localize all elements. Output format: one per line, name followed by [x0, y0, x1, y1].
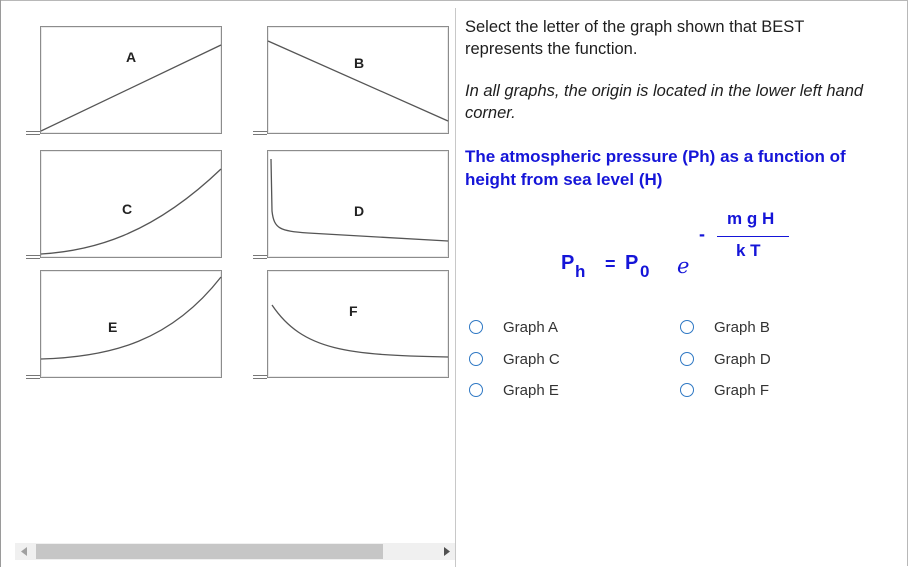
option-graph-e[interactable] [469, 379, 559, 401]
graph-a [40, 26, 222, 134]
option-graph-f[interactable] [680, 379, 769, 401]
question-panel [465, 0, 905, 567]
graph-e-axis-label [26, 375, 40, 383]
caret-left-icon[interactable] [15, 543, 32, 560]
formula-equals: = [605, 254, 616, 274]
graph-b-plot [268, 27, 448, 133]
graph-f [267, 270, 449, 378]
option-graph-d[interactable] [680, 348, 771, 370]
option-graph-a[interactable] [469, 316, 558, 338]
pane-divider [455, 8, 456, 567]
formula-numerator: m g H [727, 209, 775, 228]
graph-d-axis-label [253, 255, 267, 263]
graph-a-plot [41, 27, 221, 133]
graph-e-letter: E [108, 319, 118, 335]
graph-c-letter: C [122, 201, 133, 217]
radio-graph-e[interactable] [469, 383, 483, 397]
option-label: Graph F [714, 381, 770, 399]
scrollbar-thumb[interactable] [36, 544, 383, 559]
graph-d [267, 150, 449, 258]
question-note: In all graphs, the origin is located in the lower left hand corner. [465, 82, 864, 122]
formula-minus: - [699, 224, 705, 244]
formula-fraction-bar [717, 236, 789, 237]
graph-b [267, 26, 449, 134]
graph-f-axis-label [253, 375, 267, 383]
formula-denominator: k T [736, 241, 761, 260]
radio-graph-c[interactable] [469, 352, 483, 366]
question-prompt: The atmospheric pressure (Ph) as a function of height from sea level (H) [465, 147, 846, 189]
option-label: Graph B [714, 318, 770, 336]
option-label: Graph A [503, 318, 559, 336]
graph-f-letter: F [349, 303, 358, 319]
graph-a-axis-label [26, 131, 40, 139]
option-graph-c[interactable] [469, 348, 560, 370]
radio-graph-d[interactable] [680, 352, 694, 366]
formula-lhs-sub: h [575, 262, 586, 281]
graph-e [40, 270, 222, 378]
graph-d-curve [271, 159, 448, 241]
caret-right-icon[interactable] [438, 543, 455, 560]
radio-graph-b[interactable] [680, 320, 694, 334]
formula-p0: P [625, 252, 639, 274]
option-label: Graph D [714, 350, 771, 368]
option-label: Graph C [503, 350, 560, 368]
graph-e-plot [41, 271, 221, 377]
option-graph-b[interactable] [680, 316, 770, 338]
graph-b-axis-label [253, 131, 267, 139]
graph-e-curve [41, 277, 221, 359]
formula-p0-sub: 0 [640, 262, 650, 281]
question-instruction: Select the letter of the graph shown that BEST represents the function. [465, 18, 805, 58]
graph-a-letter: A [126, 49, 137, 65]
graph-b-line [268, 41, 448, 121]
formula-lhs: P [561, 252, 575, 274]
horizontal-scrollbar[interactable] [15, 543, 455, 560]
graph-d-letter: D [354, 203, 365, 219]
graph-f-plot [268, 271, 448, 377]
graph-f-curve [272, 305, 448, 357]
graph-c [40, 150, 222, 258]
graph-b-letter: B [354, 55, 365, 71]
formula [465, 200, 905, 290]
radio-graph-f[interactable] [680, 383, 694, 397]
option-label: Graph E [503, 381, 559, 399]
formula-base: e [677, 254, 690, 278]
graph-c-axis-label [26, 255, 40, 263]
radio-graph-a[interactable] [469, 320, 483, 334]
